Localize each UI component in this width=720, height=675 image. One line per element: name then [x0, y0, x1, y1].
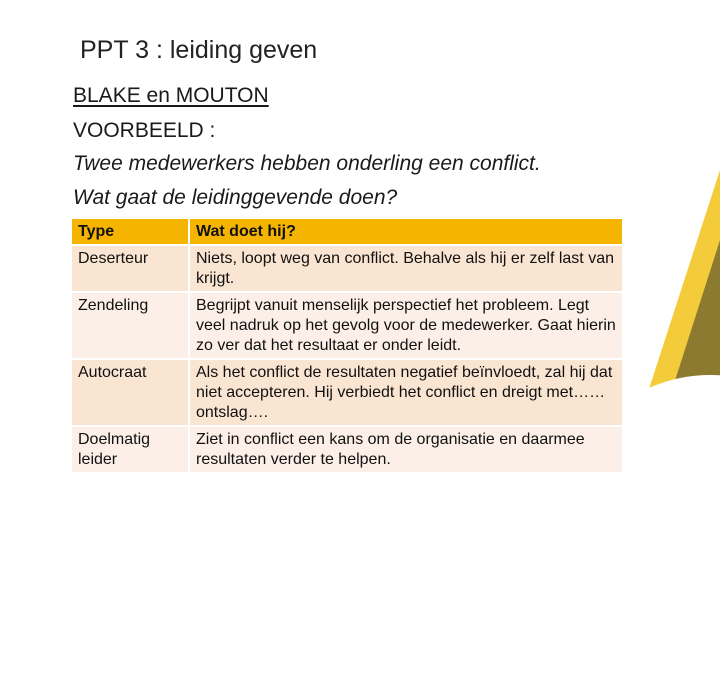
cell-type: Deserteur	[72, 245, 189, 292]
table-row	[72, 426, 622, 473]
intro-line-1: Twee medewerkers hebben onderling een conflict.	[73, 152, 541, 175]
table-row	[72, 292, 622, 359]
cell-description: Niets, loopt weg van conflict. Behalve als hij er zelf last van krijgt.	[189, 245, 622, 292]
cell-description: Ziet in conflict een kans om de organisatie en daarmee resultaten verder te helpen.	[189, 426, 622, 473]
table-header-row	[72, 219, 622, 245]
cell-type: Doelmatig leider	[72, 426, 189, 473]
cell-type: Zendeling	[72, 292, 189, 359]
table-row	[72, 245, 622, 292]
section-heading: BLAKE en MOUTON	[73, 84, 269, 107]
cell-description: Begrijpt vanuit menselijk perspectief het probleem. Legt veel nadruk op het gevolg voor de medewerker. Gaat hierin zo ver dat het resultaat er onder leidt.	[189, 292, 622, 359]
cell-description: Als het conflict de resultaten negatief beïnvloedt, zal hij dat niet accepteren. Hij verbiedt het conflict en dreigt met…… ontslag….	[189, 359, 622, 426]
column-header-type: Type	[72, 219, 189, 245]
example-label: VOORBEELD :	[73, 119, 216, 142]
intro-line-2: Wat gaat de leidinggevende doen?	[73, 186, 398, 209]
slide-title: PPT 3 : leiding geven	[80, 36, 318, 64]
table-row	[72, 359, 622, 426]
column-header-description: Wat doet hij?	[189, 219, 622, 245]
conflict-style-table	[72, 219, 622, 474]
cell-type: Autocraat	[72, 359, 189, 426]
